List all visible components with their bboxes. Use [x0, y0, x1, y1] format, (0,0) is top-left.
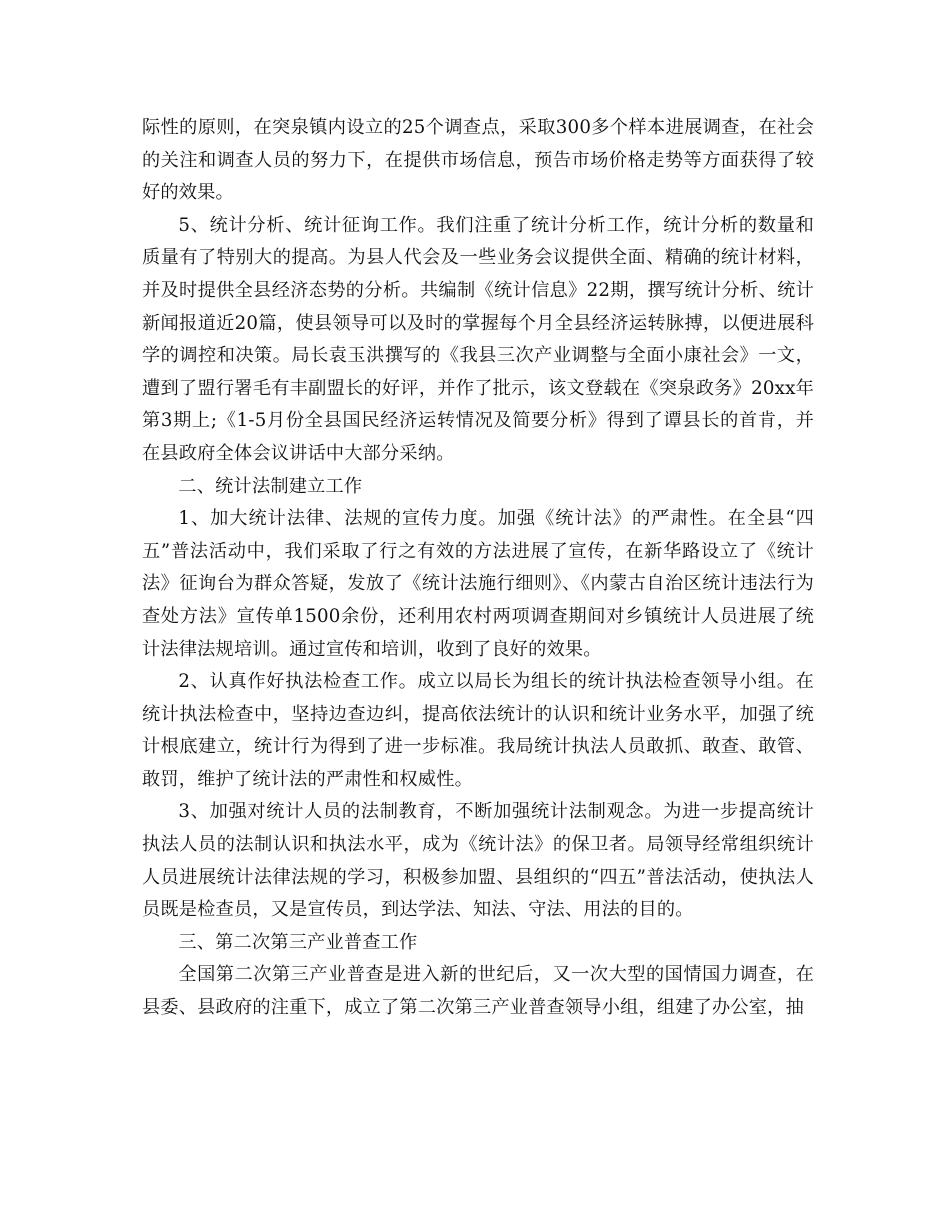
document-body: [142, 112, 814, 1025]
paragraph-continuation: 际性的原则，在突泉镇内设立的25个调查点，采取300多个样本进展调查，在社会的关注和调查人员的努力下，在提供市场信息，预告市场价格走势等方面获得了较好的效果。: [142, 117, 814, 204]
paragraph-law-enforcement: 2、认真作好执法检查工作。成立以局长为组长的统计执法检查领导小组。在统计执法检查中，坚持边查边纠，提高依法统计的认识和统计业务水平，加强了统计根底建立，统计行为得到了进一步标准。我局统计执法人员敢抓、敢查、敢管、敢罚，维护了统计法的严肃性和权威性。: [142, 671, 814, 790]
section-heading-legal-system: 二、统计法制建立工作: [178, 475, 363, 497]
paragraph-legal-education: 3、加强对统计人员的法制教育，不断加强统计法制观念。为进一步提高统计执法人员的法制认识和执法水平，成为《统计法》的保卫者。局领导经常组织统计人员进展统计法律法规的学习，积极参加盟、县组织的“四五”普法活动，使执法人员既是检查员，又是宣传员，到达学法、知法、守法、用法的目的。: [142, 801, 814, 921]
paragraph-statistical-analysis: 5、统计分析、统计征询工作。我们注重了统计分析工作，统计分析的数量和质量有了特别大的提高。为县人代会及一些业务会议提供全面、精确的统计材料，并及时提供全县经济态势的分析。共编制《统计信息》22期，撰写统计分析、统计新闻报道近20篇，使县领导可以及时的掌握每个月全县经济运转脉搏，以便进展科学的调控和决策。局长袁玉洪撰写的《我县三次产业调整与全面小康社会》一文，遭到了盟行署毛有丰副盟长的好评，并作了批示，该文登载在《突泉政务》20xx年第3期上;《1-5月份全县国民经济运转情况及简要分析》得到了谭县长的首肯，并在县政府全体会议讲话中大部分采纳。: [142, 214, 814, 464]
paragraph-law-publicity: 1、加大统计法律、法规的宣传力度。加强《统计法》的严肃性。在全县“四五”普法活动中，我们采取了行之有效的方法进展了宣传，在新华路设立了《统计法》征询台为群众答疑，发放了《统计法施行细则》、《内蒙古自治区统计违法行为查处方法》宣传单1500余份，还利用农村两项调查期间对乡镇统计人员进展了统计法律法规培训。通过宣传和培训，收到了良好的效果。: [142, 508, 814, 660]
paragraph-census-intro: 全国第二次第三产业普查是进入新的世纪后，又一次大型的国情国力调查，在县委、县政府的注重下，成立了第二次第三产业普查领导小组，组建了办公室，抽: [142, 964, 814, 1019]
section-heading-census: 三、第二次第三产业普查工作: [178, 931, 418, 953]
